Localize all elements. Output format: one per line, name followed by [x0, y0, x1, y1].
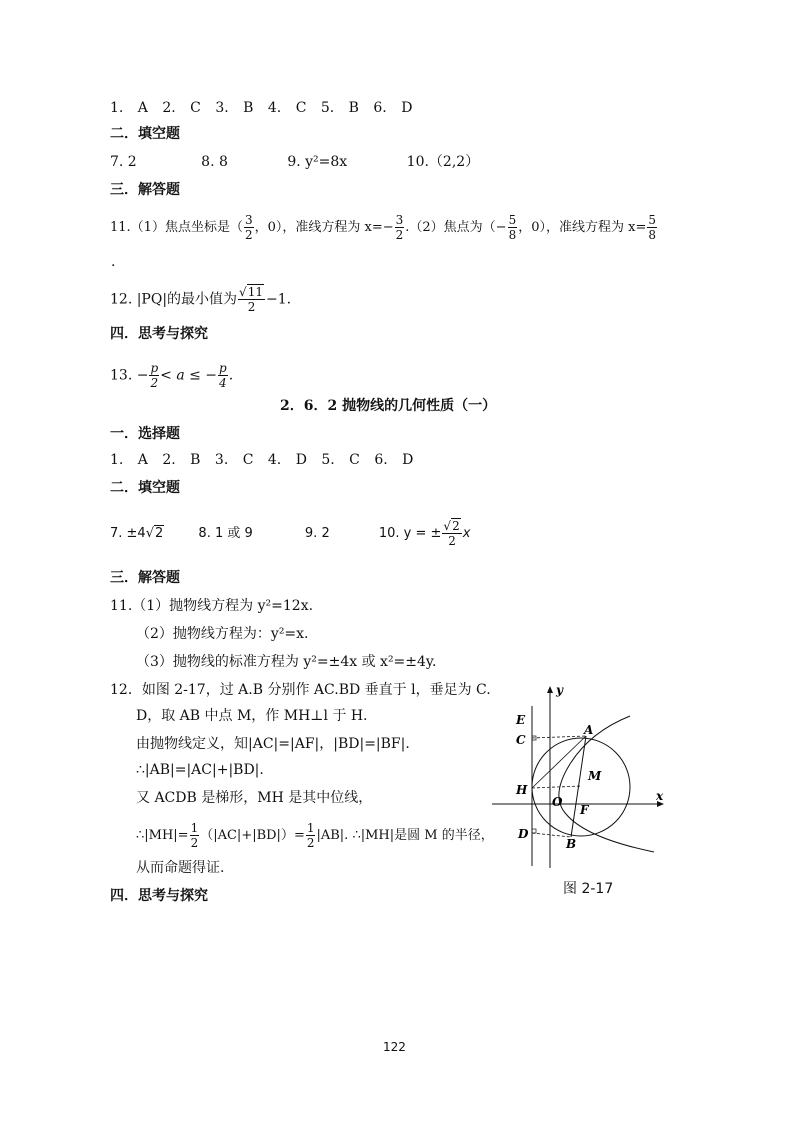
q12-line2: D，取 AB 中点 M，作 MH⊥l 于 H.: [136, 708, 368, 724]
fill2-answer-9: 9. 2: [304, 526, 330, 541]
fill2-answer-10: 10. y = ± $\frac{√2}{2}$ x: [378, 519, 471, 548]
q12-line1: 12．如图 2-17，过 A.B 分别作 AC.BD 垂直于 l，垂足为 C.: [110, 682, 491, 698]
explore-heading-2: 四．思考与探究: [110, 888, 208, 904]
fraction: $\frac{√11}{2}$: [239, 285, 263, 314]
figure-caption: 图 2-17: [563, 881, 614, 897]
q12-text-a: 12. |PQ|的最小值为: [110, 291, 238, 308]
label-d: D: [518, 827, 529, 841]
label-h: H: [516, 783, 528, 797]
q13-text-a: 13. −: [110, 367, 149, 384]
fill-answer-9: 9. y²=8x: [287, 154, 348, 170]
q12-line5: 又 ACDB 是梯形，MH 是其中位线，: [136, 790, 373, 806]
solve-heading-1: 三．解答题: [110, 182, 180, 198]
mc-answers-1: 1. A 2. C 3. B 4. C 5. B 6. D: [110, 100, 413, 116]
fraction: $\frac{3}{2}$: [395, 213, 404, 242]
fraction: $\frac{3}{2}$: [244, 213, 253, 242]
q12-line3: 由抛物线定义，知|AC|=|AF|，|BD|=|BF|.: [136, 736, 410, 752]
q11-answer-1: [110, 214, 658, 241]
q13-text-c: .: [228, 367, 234, 384]
circle-m: [532, 738, 630, 836]
q11-part2: （2）抛物线方程为：y²=x.: [136, 626, 309, 642]
fraction: $\frac{p}{4}$: [219, 361, 227, 390]
q11-text-b: ，0），准线方程为 x=−: [254, 220, 394, 235]
fill-heading-1: 二．填空题: [110, 126, 180, 142]
q11-text-c: .（2）焦点为（−: [405, 220, 507, 235]
q12-text-b: −1.: [265, 291, 292, 308]
fill-answer-8: 8. 8: [201, 154, 228, 170]
q11-text-d: ，0），准线方程为 x=: [518, 220, 647, 235]
label-f: F: [580, 803, 589, 817]
fraction: $\frac{1}{2}$: [306, 821, 315, 850]
q11-text-a: 11.（1）焦点坐标是（: [110, 220, 243, 235]
q12-line6: ∴|MH|= $\frac{1}{2}$ （|AC|+|BD|）= $\frac{1}{2}$ |AB|. ∴|MH|是圆 M 的半径，: [136, 821, 494, 850]
label-e: E: [516, 713, 526, 727]
explore-heading-1: 四．思考与探究: [110, 326, 208, 342]
figure-2-17: [486, 680, 676, 870]
q11-trailing-dot: .: [111, 254, 116, 270]
fraction: $\frac{p}{2}$: [150, 361, 159, 390]
label-y: y: [556, 683, 563, 697]
fill-heading-2: 二．填空题: [110, 480, 180, 496]
q11-part3: （3）抛物线的标准方程为 y²=±4x 或 x²=±4y.: [136, 654, 437, 670]
page-number: 122: [383, 1040, 406, 1054]
q13-answer: [110, 362, 233, 389]
choice-heading-2: 一．选择题: [110, 426, 180, 442]
label-o: O: [552, 795, 563, 809]
q12-line4: ∴|AB|=|AC|+|BD|.: [136, 762, 264, 778]
q11-part1: 11.（1）抛物线方程为 y²=12x.: [110, 598, 314, 614]
fill-answer-10: 10.（2,2）: [406, 154, 480, 170]
fraction: $\frac{1}{2}$: [190, 821, 199, 850]
q12-line7: 从而命题得证.: [136, 860, 225, 876]
label-a: A: [584, 723, 594, 737]
fill-answers-1: [110, 152, 479, 172]
q12-answer-1: [110, 286, 291, 313]
fraction: $\frac{5}{8}$: [508, 213, 517, 242]
label-x: x: [656, 789, 664, 803]
q13-text-b: < a ≤ −: [160, 367, 218, 384]
fill2-answer-8: 8. 1 或 9: [198, 526, 253, 541]
label-m: M: [588, 769, 602, 783]
solve-heading-2: 三．解答题: [110, 570, 180, 586]
y-axis-arrow: [547, 686, 553, 693]
fill-answer-7: 7. 2: [110, 154, 137, 170]
right-angle-d: [532, 829, 536, 833]
fill2-answer-7: 7. ±4√2: [110, 526, 164, 541]
fraction: $\frac{5}{8}$: [648, 213, 656, 242]
label-c: C: [516, 733, 526, 747]
mc-answers-2: 1. A 2. B 3. C 4. D 5. C 6. D: [110, 452, 414, 468]
label-b: B: [566, 837, 577, 851]
fill-answers-2: [110, 520, 470, 547]
dashed-mh: [532, 786, 582, 788]
section-title: 2．6．2 抛物线的几何性质（一）: [280, 398, 497, 414]
segment-ha: [532, 736, 586, 788]
